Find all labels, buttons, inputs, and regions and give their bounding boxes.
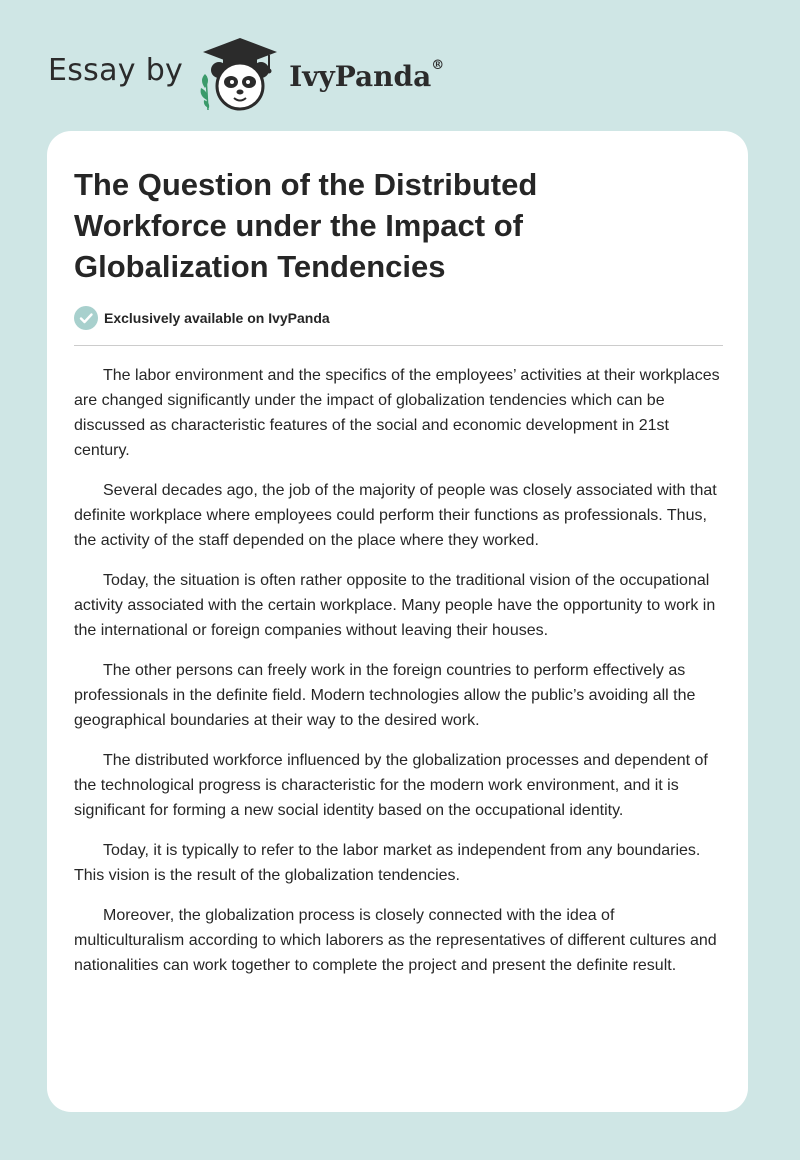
panda-logo-icon[interactable] bbox=[197, 36, 283, 112]
essay-body bbox=[74, 363, 726, 993]
paragraph-3: Today, the situation is often rather opposite to the traditional vision of the occupational activity associated with the certain workplace. Many people have the opportunity to work in the international or foreign companies without leaving their houses. bbox=[74, 572, 716, 639]
divider bbox=[74, 345, 723, 346]
brand-name-text: IvyPanda bbox=[289, 59, 432, 93]
paragraph-7: Moreover, the globalization process is closely connected with the idea of multiculturalism according to which laborers as the representatives of different cultures and nationalities can work together to complete the project and present the definite result. bbox=[74, 907, 717, 974]
paragraph-4: The other persons can freely work in the foreign countries to perform effectively as professionals in the definite field. Modern technologies allow the public’s avoiding all the geographical boundaries at their way to the desired work. bbox=[74, 662, 696, 729]
brand-name[interactable] bbox=[289, 60, 444, 93]
paragraph-1: The labor environment and the specifics of the employees’ activities at their workplaces are changed significantly under the impact of globalization tendencies which can be discussed as characteristic features of the social and economic development in 21st century. bbox=[74, 367, 720, 459]
check-circle-icon bbox=[74, 306, 98, 330]
paragraph-6: Today, it is typically to refer to the labor market as independent from any boundaries. This vision is the result of the globalization tendencies. bbox=[74, 842, 701, 884]
exclusive-badge bbox=[74, 306, 330, 330]
essay-by-label: Essay by bbox=[48, 52, 184, 88]
paragraph-2: Several decades ago, the job of the majority of people was closely associated with that definite workplace where employees could perform their functions as professionals. Thus, the activity of the staff depended on the place where they worked. bbox=[74, 482, 717, 549]
essay-card bbox=[47, 131, 748, 1112]
site-header bbox=[48, 36, 444, 112]
page-title: The Question of the Distributed Workforce under the Impact of Globalization Tendencies bbox=[74, 167, 538, 284]
exclusive-badge-label: Exclusively available on IvyPanda bbox=[104, 310, 330, 326]
registered-mark: ® bbox=[431, 58, 445, 74]
paragraph-5: The distributed workforce influenced by the globalization processes and dependent of the technological progress is characteristic for the modern work environment, and it is significant for forming a new social identity based on the occupational identity. bbox=[74, 752, 708, 819]
